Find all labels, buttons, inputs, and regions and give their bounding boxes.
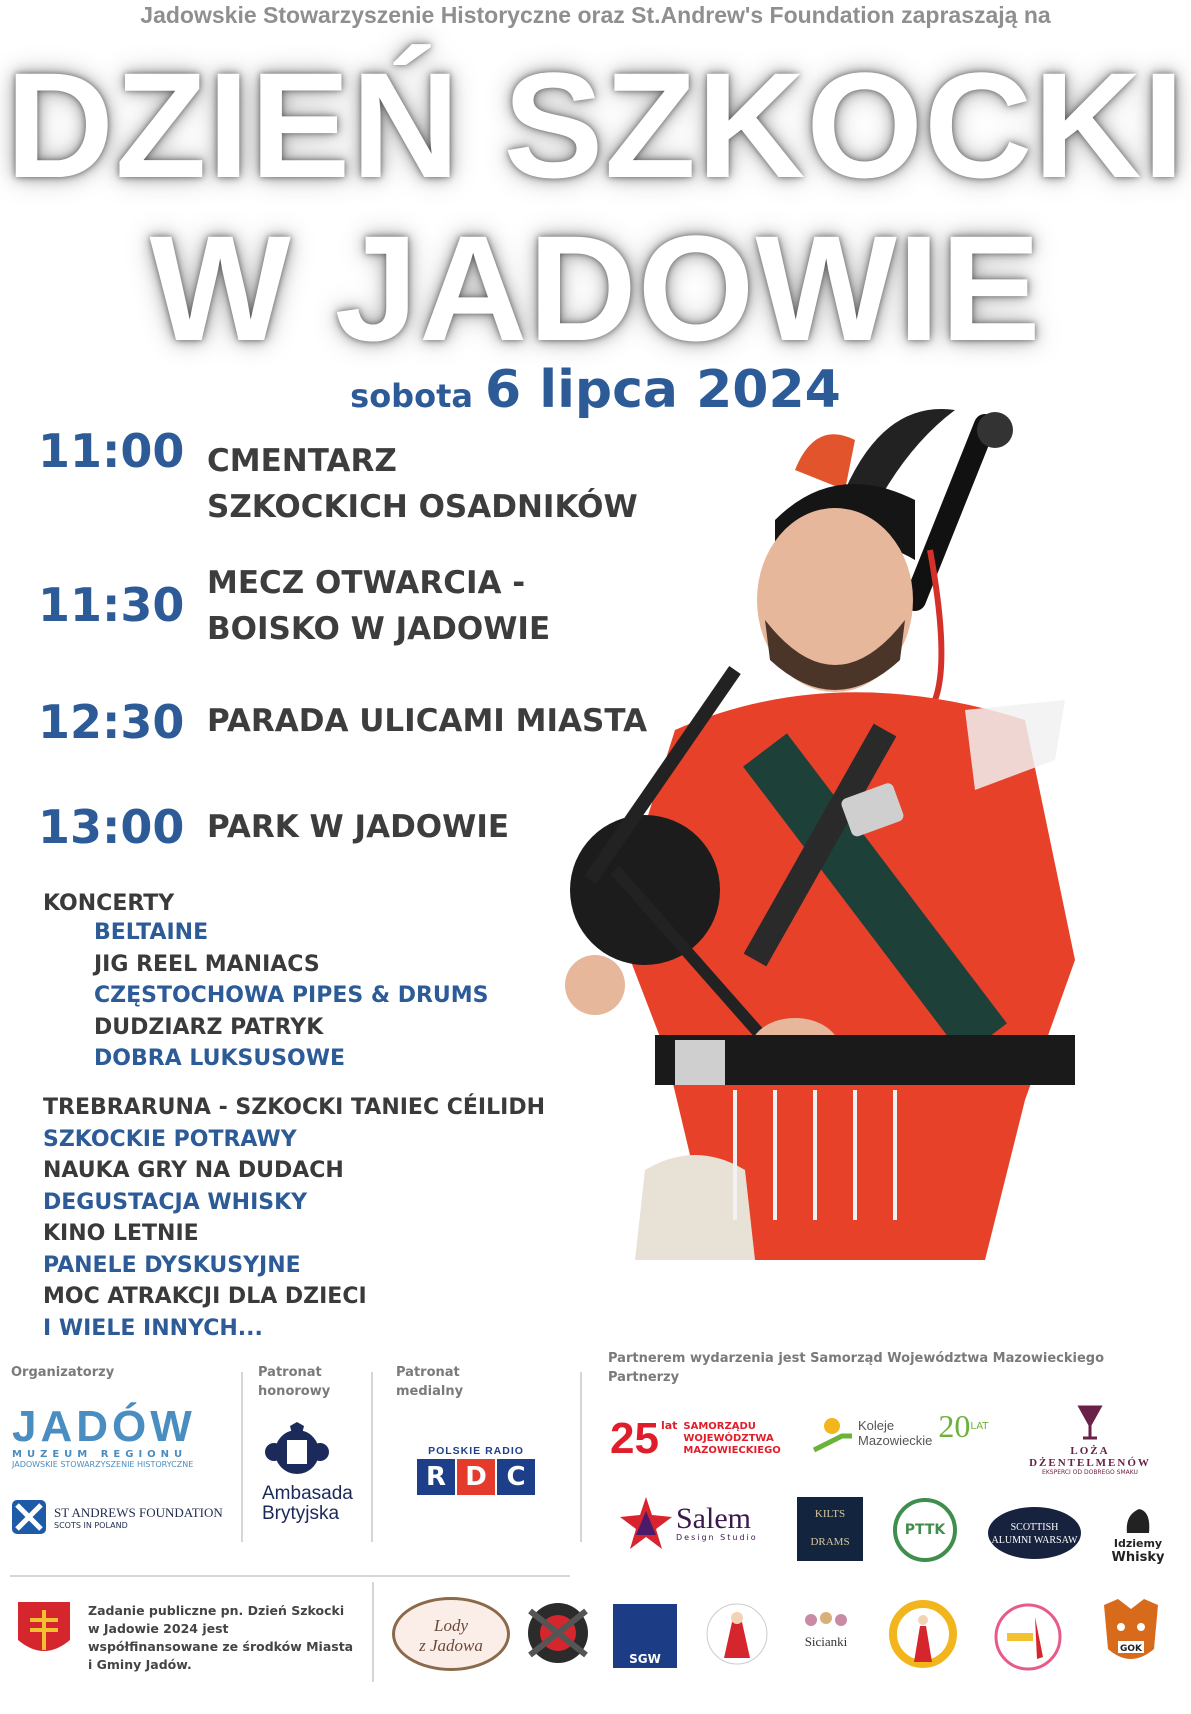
schedule-time: 12:30 [38, 695, 185, 749]
loza-dzentelmenow-logo [1010, 1405, 1170, 1476]
event-line: PARK W JADOWIE [207, 809, 510, 845]
band-item: CZĘSTOCHOWA PIPES & DRUMS [94, 983, 489, 1008]
embassy-line: Brytyjska [262, 1503, 340, 1524]
divider [10, 1575, 570, 1577]
fire-brigade-emblem-icon [522, 1597, 594, 1669]
kilts-line: KILTS [814, 1508, 846, 1520]
schedule-event [207, 438, 638, 530]
schedule-time: 11:00 [38, 424, 185, 478]
divider [580, 1372, 582, 1542]
schedule-event [207, 698, 647, 744]
st-andrews-flag-icon [12, 1500, 46, 1534]
sunflower-wreath-logo-icon [888, 1596, 958, 1672]
radio-letter: D [457, 1459, 495, 1495]
flower-icon [801, 1610, 851, 1630]
label-line: Patronat [258, 1365, 322, 1380]
divider [371, 1372, 373, 1542]
koleje-mazowieckie-logo [812, 1407, 989, 1454]
embassy-line: Ambasada [262, 1483, 353, 1504]
samorzad-line: SAMORZĄDU [683, 1421, 756, 1432]
jadow-coat-of-arms-icon [16, 1600, 72, 1662]
radio-rdc-logo [417, 1445, 535, 1495]
activity-item: KINO LETNIE [43, 1221, 199, 1246]
activity-item: MOC ATRAKCJI DLA DZIECI [43, 1284, 367, 1309]
salem-text: Salem [676, 1501, 751, 1535]
scottish-line: SCOTTISH [1010, 1522, 1059, 1533]
sicianki-logo [795, 1610, 857, 1650]
gok-text: GOK [1119, 1644, 1143, 1654]
label-line: honorowy [258, 1384, 331, 1399]
st-andrews-sub: SCOTS IN POLAND [54, 1520, 128, 1530]
salem-sub: Design Studio [676, 1532, 758, 1542]
band-item: BELTAINE [94, 920, 209, 945]
feather-red-icon [795, 434, 855, 490]
whisky-line: Idziemy [1113, 1537, 1163, 1550]
loza-glass-icon [1077, 1405, 1103, 1441]
scottish-line: ALUMNI WARSAW [991, 1535, 1078, 1546]
schedule-time: 13:00 [38, 800, 185, 854]
scottish-alumni-logo [988, 1507, 1081, 1559]
partner-note [608, 1349, 1104, 1387]
band-item: JIG REEL MANIACS [94, 951, 320, 977]
sgw-logo: SGW [613, 1604, 677, 1668]
lody-line: z Jadowa [419, 1636, 483, 1655]
kgw-nowinianki-logo-icon [702, 1598, 772, 1670]
activity-item: TREBRARUNA - SZKOCKI TANIEC CÉILIDH [43, 1095, 545, 1120]
event-line: CMENTARZ [207, 443, 397, 479]
event-line: SZKOCKICH OSADNIKÓW [207, 489, 638, 525]
event-line: MECZ OTWARCIA - [207, 565, 526, 601]
samorzad-number: 25 [610, 1414, 659, 1463]
activity-item: I WIELE INNYCH... [43, 1315, 263, 1341]
partners-label: Partnerzy [608, 1370, 680, 1385]
jadow-museum-logo [12, 1402, 234, 1469]
koleje-sun-icon [812, 1412, 854, 1454]
schedule-event [207, 804, 509, 850]
date-main: 6 lipca 2024 [484, 360, 841, 420]
lody-line: Lody [434, 1616, 468, 1635]
label-line: medialny [396, 1384, 464, 1399]
kgw-sami-swoje-logo-icon [985, 1597, 1071, 1671]
lion-icon [1121, 1505, 1155, 1535]
label-line: Patronat [396, 1365, 460, 1380]
sicianki-text: Sicianki [804, 1634, 848, 1649]
st-andrews-logo [12, 1500, 237, 1534]
band-item: DOBRA LUKSUSOWE [94, 1046, 346, 1071]
koleje-20: 20 [938, 1407, 971, 1444]
embassy-text [262, 1484, 362, 1524]
gok-jadow-logo-icon [1098, 1597, 1164, 1669]
koleje-text [858, 1418, 932, 1448]
activities-list [43, 1092, 545, 1344]
public-task-note: Zadanie publiczne pn. Dzień Szkocki w Jadowie 2024 jest współfinansowane ze środków Miasta i Gminy Jadów. [88, 1603, 354, 1672]
samorzad-line: WOJEWÓDZTWA [683, 1433, 774, 1444]
st-andrews-text: ST ANDREWS FOUNDATION [54, 1504, 223, 1520]
band-item: DUDZIARZ PATRYK [94, 1014, 324, 1040]
feather-icon [845, 409, 955, 490]
activity-item: DEGUSTACJA WHISKY [43, 1189, 308, 1215]
radio-label: POLSKIE RADIO [428, 1445, 524, 1457]
organizers-label: Organizatorzy [11, 1365, 115, 1380]
honorary-patronage-label [258, 1363, 330, 1401]
samorzad-lat: lat [660, 1418, 678, 1432]
bagpiper-illustration [555, 400, 1191, 1350]
schedule-event [207, 560, 550, 652]
event-line: PARADA ULICAMI MIASTA [207, 703, 648, 739]
loza-sub: EKSPERCI OD DOBREGO SMAKU [1042, 1469, 1138, 1476]
kilts-line: DRAMS [810, 1536, 850, 1548]
schedule-time: 11:30 [38, 578, 185, 632]
radio-letter: C [497, 1459, 535, 1495]
bands-list [94, 917, 489, 1075]
royal-crest-icon [262, 1422, 332, 1480]
kilts-drams-logo [797, 1497, 863, 1561]
date-day: sobota [350, 377, 473, 415]
british-embassy-logo [262, 1422, 362, 1524]
pttk-logo: PTTK [893, 1498, 957, 1562]
event-line: BOISKO W JADOWIE [207, 611, 551, 647]
lody-z-jadowa-logo [392, 1597, 510, 1671]
label-line: Partnerem wydarzenia jest Samorząd Województwa Mazowieckiego [608, 1351, 1105, 1366]
loza-text: LOŻA DŻENTELMENÓW [1029, 1445, 1151, 1469]
jadow-logo-text: JADÓW [12, 1402, 196, 1451]
koleje-line: Mazowieckie [858, 1433, 933, 1448]
jadow-logo-sub: MUZEUM REGIONU [12, 1449, 188, 1460]
salem-logo [618, 1495, 758, 1551]
activity-item: SZKOCKIE POTRAWY [43, 1126, 297, 1152]
concerts-label: KONCERTY [43, 891, 175, 916]
samorzad-line: MAZOWIECKIEGO [683, 1445, 781, 1456]
idziemy-whisky-logo [1108, 1505, 1168, 1565]
activity-item: PANELE DYSKUSYJNE [43, 1252, 301, 1278]
divider [372, 1582, 374, 1682]
whisky-line: Whisky [1111, 1550, 1165, 1565]
radio-letters [417, 1459, 535, 1495]
radio-letter: R [417, 1459, 455, 1495]
divider [241, 1372, 243, 1542]
jadow-logo-sub2: JADOWSKIE STOWARZYSZENIE HISTORYCZNE [12, 1460, 194, 1469]
samorzad-text [683, 1421, 780, 1457]
samorzad-25-logo [610, 1414, 781, 1463]
title-line-2: W JADOWIE [149, 204, 1042, 372]
koleje-lat: LAT [970, 1420, 989, 1432]
media-patronage-label [396, 1363, 463, 1401]
activity-item: NAUKA GRY NA DUDACH [43, 1158, 344, 1183]
intro-text: Jadowskie Stowarzyszenie Historyczne oraz St.Andrew's Foundation zapraszają na [140, 2, 1051, 28]
title-line-1: DZIEŃ SZKOCKI [5, 41, 1186, 209]
salem-star-icon [618, 1495, 674, 1551]
koleje-line: Koleje [858, 1418, 895, 1433]
